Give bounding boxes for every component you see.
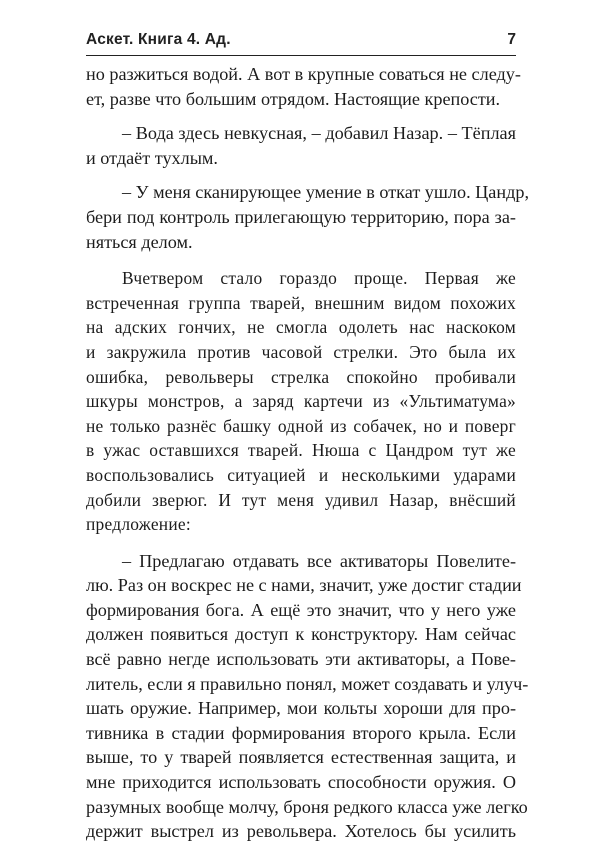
text-line: встреченная группа тварей, внешним видом похожих [86,292,516,313]
text-line: но разжиться водой. А вот в крупные соваться не следу- [86,64,521,84]
text-line: разумных вообще молчу, броня редкого класса уже легко [86,796,528,817]
text-line: ошибка, револьверы стрелка спокойно пробивали [86,366,516,387]
text-line: и отдаёт тухлым. [86,147,218,168]
text-line: ет, разве что большим отрядом. Настоящие крепости. [86,88,501,109]
text-line: воспользовались ситуацией и несколькими ударами [86,464,516,485]
text-line: формирования бога. А ещё это значит, что у него уже [86,599,516,620]
text-line: предложение: [86,514,191,535]
book-title: Аскет. Книга 4. Ад. [86,31,231,48]
text-line: держит выстрел из револьвера. Хотелось бы усилить [86,821,516,842]
paragraph [86,62,521,111]
text-line: лю. Раз он воскрес не с нами, значит, уже достиг стадии [86,575,522,596]
running-header [86,29,516,56]
paragraph [86,121,516,170]
text-line: – Вода здесь невкусная, – добавил Назар. – Тёплая [122,123,516,144]
text-line: – У меня сканирующее умение в откат ушло. Цандр, [122,182,530,203]
text-line: всё равно негде использовать эти активаторы, а Пове- [86,649,516,670]
text-line: добили зверюг. И тут меня удивил Назар, внёсший [86,489,516,510]
text-line: должен появиться доступ к конструктору. Нам сейчас [86,624,516,645]
text-line: Вчетвером стало гораздо проще. Первая же [122,268,516,289]
page-body [86,62,530,844]
text-line: няться делом. [86,231,193,252]
text-line: в ужас оставшихся тварей. Нюша с Цандром тут же [86,440,516,461]
text-line: выше, то у тварей появляется естественная защита, и [86,747,516,768]
page-number: 7 [507,31,516,48]
text-line: шать оружие. Например, мои кольты хороши для про- [86,698,516,719]
text-line: бери под контроль прилегающую территорию, пора за- [86,206,516,227]
text-line: на адских гончих, не смогла одолеть нас наскоком [86,317,516,338]
text-line: шкуры монстров, а заряд картечи из «Ультиматума» [86,391,516,412]
text-line: литель, если я правильно понял, может создавать и улуч- [86,673,529,694]
text-line: – Предлагаю отдавать все активаторы Повелите- [122,550,516,571]
text-line: не только разнёс башку одной из собачек, но и поверг [86,415,516,436]
paragraph [86,549,529,844]
paragraph [86,266,516,537]
text-line: тивника в стадии формирования второго крыла. Если [86,722,516,743]
text-line: мне приходится использовать способности оружия. О [86,772,516,793]
paragraph [86,180,530,254]
text-line: и закружила против часовой стрелки. Это была их [86,341,516,362]
